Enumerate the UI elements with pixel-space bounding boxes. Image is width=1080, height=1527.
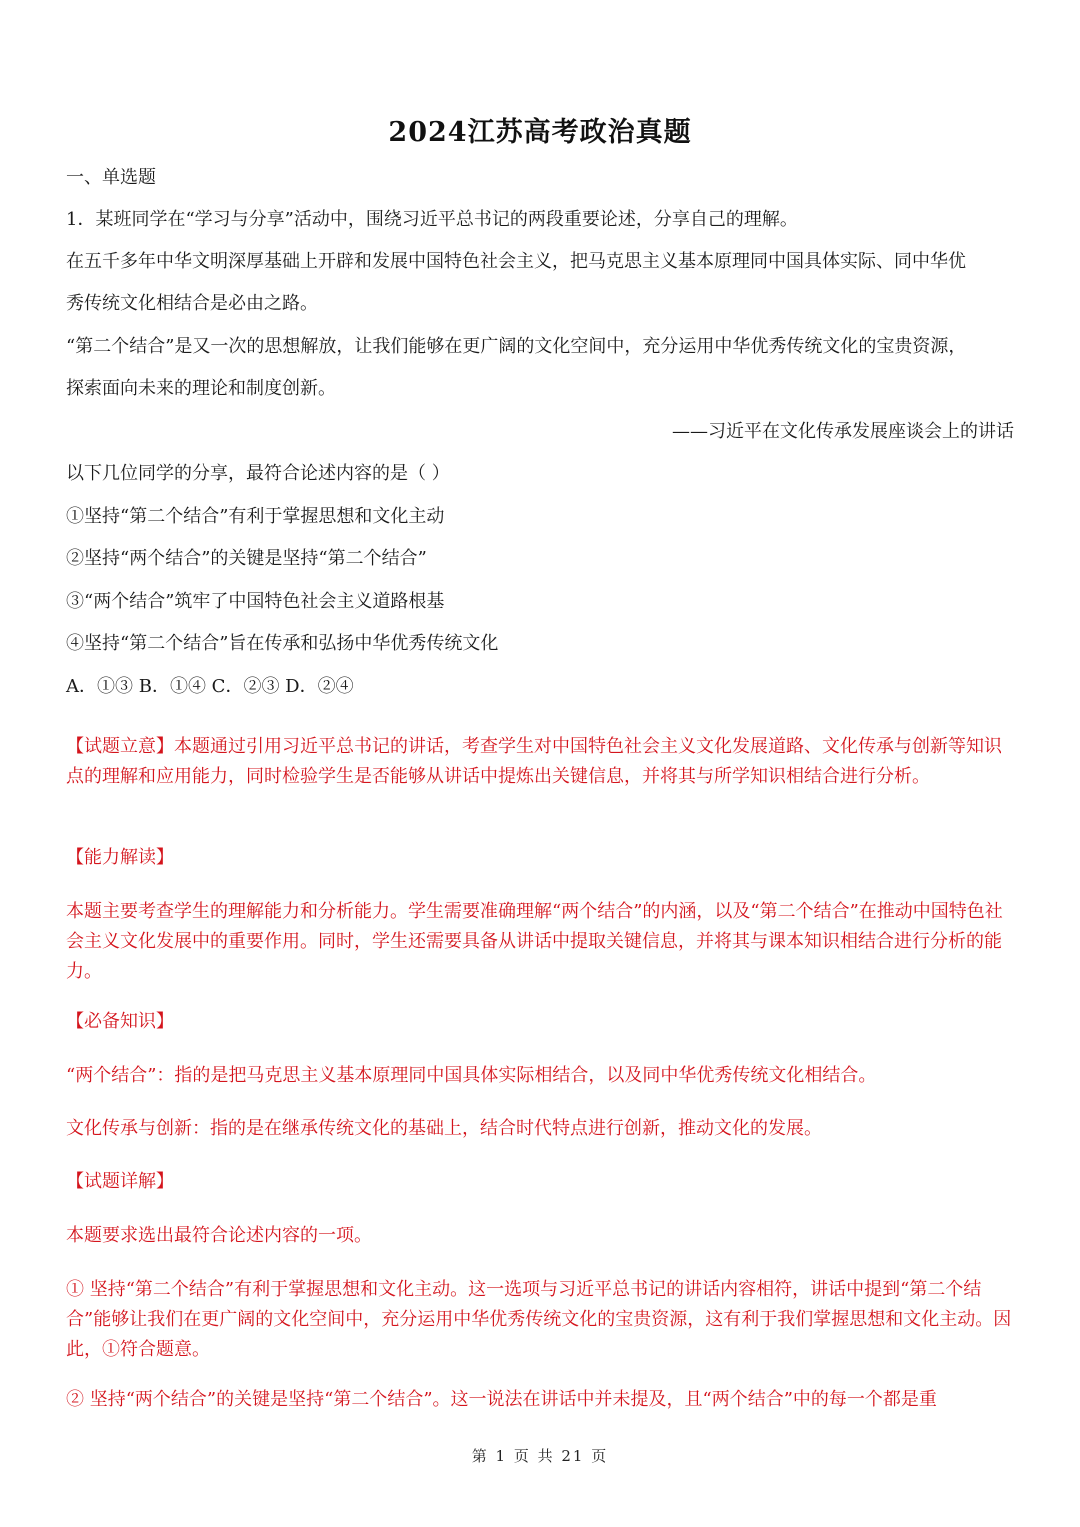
ability-text: 本题主要考查学生的理解能力和分析能力。学生需要准确理解“两个结合”的内涵，以及“第二个结合”在推动中国特色社会主义文化发展中的重要作用。同时，学生还需要具备从讲话中提取关键信息，并将其与课本知识相结合进行分析的能力。 — [66, 901, 1003, 982]
page-footer: 第 1 页 共 21 页 — [471, 1447, 609, 1465]
statement-item: ②坚持“两个结合”的关键是坚持“第二个结合” — [66, 548, 427, 569]
question-stem: 1．某班同学在“学习与分享”活动中，围绕习近平总书记的两段重要论述，分享自己的理解。 — [66, 209, 798, 230]
quote-source: ——习近平在文化传承发展座谈会上的讲话 — [672, 421, 1014, 442]
knowledge-item: “两个结合”：指的是把马克思主义基本原理同中国具体实际相结合，以及同中华优秀传统文化相结合。 — [66, 1065, 877, 1086]
quote1-line1: 在五千多年中华文明深厚基础上开辟和发展中国特色社会主义，把马克思主义基本原理同中国具体实际、同中华优 — [66, 251, 966, 272]
detail-heading: 【试题详解】 — [66, 1171, 174, 1192]
statement-item: ①坚持“第二个结合”有利于掌握思想和文化主动 — [66, 506, 445, 527]
quote1-line2: 秀传统文化相结合是必由之路。 — [66, 293, 318, 314]
question-prompt: 以下几位同学的分享，最符合论述内容的是（ ） — [66, 463, 450, 484]
ability-heading: 【能力解读】 — [66, 847, 174, 868]
statement-item: ④坚持“第二个结合”旨在传承和弘扬中华优秀传统文化 — [66, 633, 499, 654]
quote2-line1: “第二个结合”是又一次的思想解放，让我们能够在更广阔的文化空间中，充分运用中华优秀传统文化的宝贵资源， — [66, 336, 967, 357]
section-heading: 一、单选题 — [66, 167, 156, 188]
page-title: 2024江苏高考政治真题 — [388, 117, 692, 148]
detail-item: ② 坚持“两个结合”的关键是坚持“第二个结合”。这一说法在讲话中并未提及，且“两个结合”中的每一个都是重 — [66, 1389, 937, 1410]
quote2-line2: 探索面向未来的理论和制度创新。 — [66, 378, 336, 399]
statement-item: ③“两个结合”筑牢了中国特色社会主义道路根基 — [66, 591, 445, 612]
analysis-intent: 【试题立意】本题通过引用习近平总书记的讲话，考查学生对中国特色社会主义文化发展道路、文化传承与创新等知识点的理解和应用能力，同时检验学生是否能够从讲话中提炼出关键信息，并将其与所学知识相结合进行分析。 — [66, 736, 1002, 787]
answer-options: A．①③ B．①④ C．②③ D．②④ — [66, 676, 354, 697]
detail-item: ① 坚持“第二个结合”有利于掌握思想和文化主动。这一选项与习近平总书记的讲话内容相符，讲话中提到“第二个结合”能够让我们在更广阔的文化空间中，充分运用中华优秀传统文化的宝贵资源，这有利于我们掌握思想和文化主动。因此，①符合题意。 — [66, 1279, 1012, 1360]
knowledge-item: 文化传承与创新：指的是在继承传统文化的基础上，结合时代特点进行创新，推动文化的发展。 — [66, 1118, 822, 1139]
knowledge-heading: 【必备知识】 — [66, 1011, 174, 1032]
detail-intro: 本题要求选出最符合论述内容的一项。 — [66, 1225, 372, 1246]
